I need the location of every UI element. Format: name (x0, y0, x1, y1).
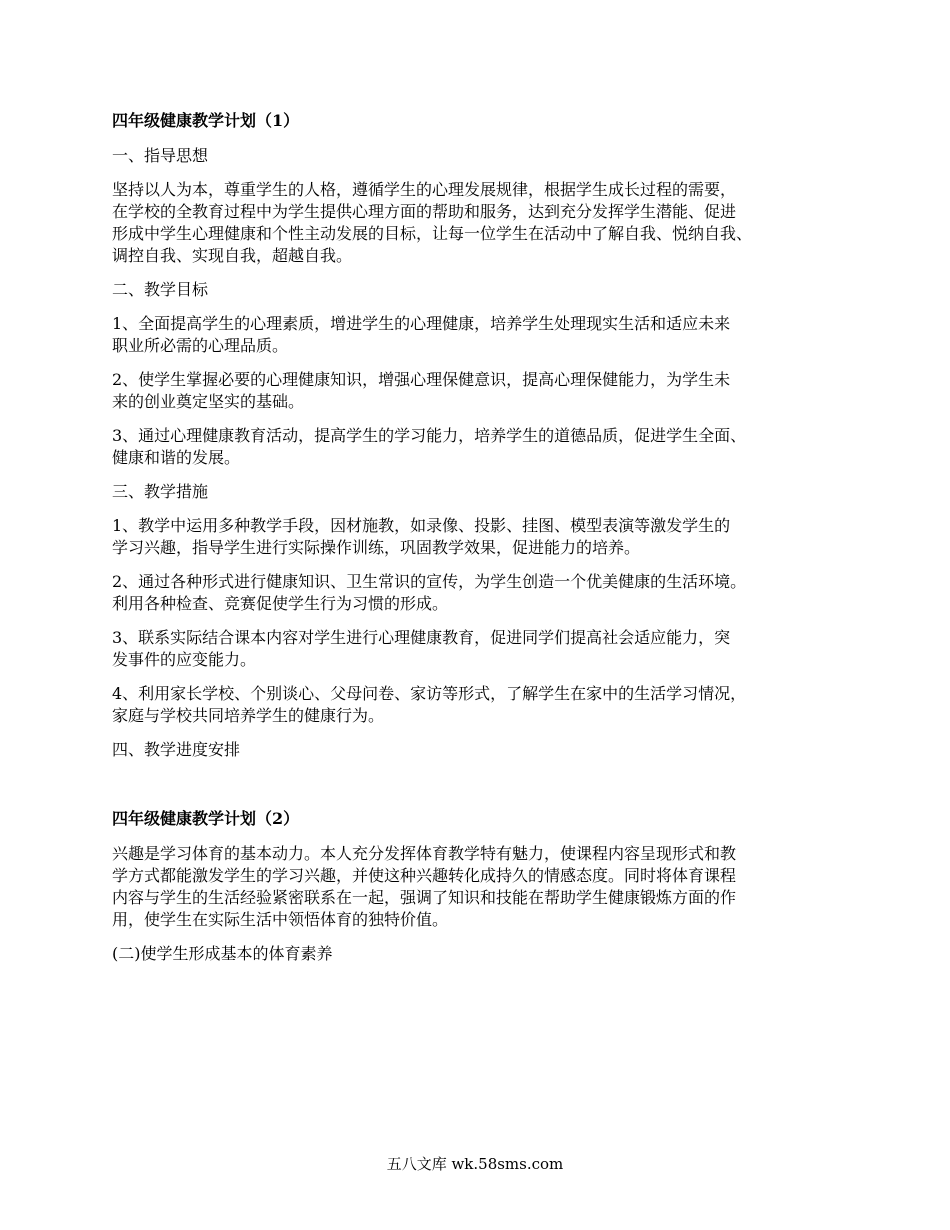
section1-heading-schedule: 四、教学进度安排 (112, 740, 241, 759)
text-line: 学方式都能激发学生的学习兴趣，并使这种兴趣转化成持久的情感态度。同时将体育课程 (112, 866, 737, 885)
measure-item-2 (112, 571, 852, 615)
text-line: 4、利用家长学校、个别谈心、父母问卷、家访等形式，了解学生在家中的生活学习情况， (112, 684, 747, 703)
section1-heading-teaching-goals: 二、教学目标 (112, 280, 209, 299)
section1-title: 四年级健康教学计划（1） (112, 111, 300, 130)
text-line: 职业所必需的心理品质。 (112, 336, 289, 355)
text-line: 3、通过心理健康教育活动，提高学生的学习能力，培养学生的道德品质，促进学生全面、 (112, 426, 747, 445)
text-line: 来的创业奠定坚实的基础。 (112, 392, 305, 411)
text-line: 2、使学生掌握必要的心理健康知识，增强心理保健意识，提高心理保健能力，为学生未 (112, 370, 731, 389)
document-page (112, 109, 852, 977)
text-line: 坚持以人为本，尊重学生的人格，遵循学生的心理发展规律，根据学生成长过程的需要， (112, 180, 737, 199)
text-line: 1、教学中运用多种教学手段，因材施教，如录像、投影、挂图、模型表演等激发学生的 (112, 516, 731, 535)
text-line: 在学校的全教育过程中为学生提供心理方面的帮助和服务，达到充分发挥学生潜能、促进 (112, 202, 737, 221)
text-line: 内容与学生的生活经验紧密联系在一起，强调了知识和技能在帮助学生健康锻炼方面的作 (112, 888, 737, 907)
text-line: 用，使学生在实际生活中领悟体育的独特价值。 (112, 910, 449, 929)
measure-item-4 (112, 683, 852, 727)
section2-title: 四年级健康教学计划（2） (112, 809, 300, 828)
text-line: 2、通过各种形式进行健康知识、卫生常识的宣传，为学生创造一个优美健康的生活环境。 (112, 572, 747, 591)
text-line: 调控自我、实现自我，超越自我。 (112, 246, 353, 265)
section1-heading-guiding-ideology: 一、指导思想 (112, 146, 209, 165)
text-line: 3、联系实际结合课本内容对学生进行心理健康教育，促进同学们提高社会适应能力，突 (112, 628, 731, 647)
goal-item-3 (112, 425, 852, 469)
text-line: 发事件的应变能力。 (112, 650, 257, 669)
goal-item-2 (112, 369, 852, 413)
text-line: 1、全面提高学生的心理素质，增进学生的心理健康，培养学生处理现实生活和适应未来 (112, 314, 731, 333)
text-line: 健康和谐的发展。 (112, 448, 241, 467)
text-line: 学习兴趣，指导学生进行实际操作训练，巩固教学效果，促进能力的培养。 (112, 538, 641, 557)
section2-paragraph-interest (112, 843, 852, 931)
section1-paragraph-guiding-ideology (112, 179, 852, 267)
text-line: 形成中学生心理健康和个性主动发展的目标，让每一位学生在活动中了解自我、悦纳自我、 (112, 224, 753, 243)
section2-subheading: (二)使学生形成基本的体育素养 (112, 944, 333, 963)
text-line: 利用各种检查、竞赛促使学生行为习惯的形成。 (112, 594, 449, 613)
goal-item-1 (112, 313, 852, 357)
section1-heading-teaching-measures: 三、教学措施 (112, 482, 209, 501)
section-spacer (112, 773, 852, 807)
measure-item-3 (112, 627, 852, 671)
measure-item-1 (112, 515, 852, 559)
text-line: 兴趣是学习体育的基本动力。本人充分发挥体育教学特有魅力，使课程内容呈现形式和教 (112, 844, 737, 863)
text-line: 家庭与学校共同培养学生的健康行为。 (112, 706, 385, 725)
footer-watermark: 五八文库 wk.58sms.com (386, 1155, 564, 1173)
